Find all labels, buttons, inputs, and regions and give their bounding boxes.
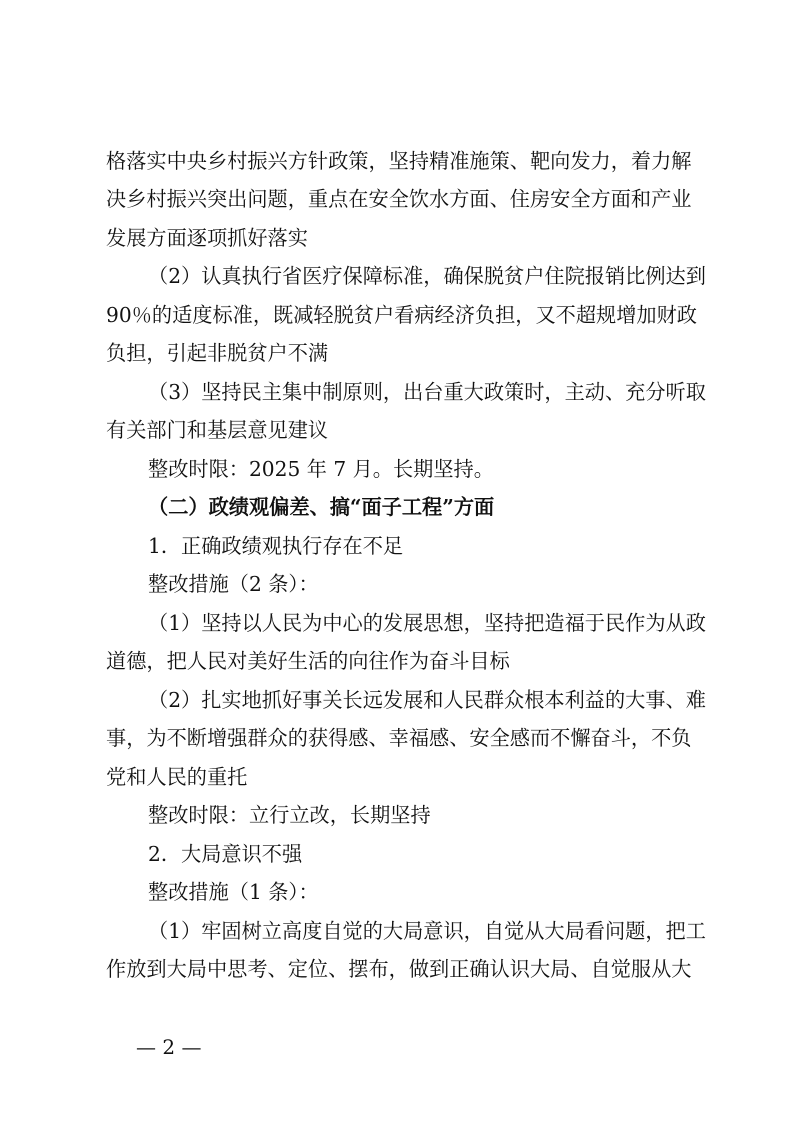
body-line: 决乡村振兴突出问题，重点在安全饮水方面、住房安全方面和产业: [106, 187, 692, 211]
page-number: — 2 —: [136, 1035, 202, 1059]
body-line: 负担，引起非脱贫户不满: [106, 341, 329, 365]
subsection-heading: 2．大局意识不强: [148, 842, 303, 866]
body-line: （3）坚持民主集中制原则，出台重大政策时，主动、充分听取: [148, 380, 706, 404]
body-line: 发展方面逐项抓好落实: [106, 226, 308, 250]
body-line: 道德，把人民对美好生活的向往作为奋斗目标: [106, 649, 510, 673]
deadline-line: 整改时限：立行立改，长期坚持: [148, 803, 431, 827]
subsection-heading: 1．正确政绩观执行存在不足: [148, 534, 404, 558]
body-line: 作放到大局中思考、定位、摆布，做到正确认识大局、自觉服从大: [106, 957, 692, 981]
body-line: 党和人民的重托: [106, 765, 248, 789]
body-line: （2）认真执行省医疗保障标准，确保脱贫户住院报销比例达到: [148, 264, 706, 288]
body-line: 事，为不断增强群众的获得感、幸福感、安全感而不懈奋斗，不负: [106, 726, 692, 750]
deadline-line: 整改时限：2025 年 7 月。长期坚持。: [148, 457, 494, 481]
body-line: （2）扎实地抓好事关长远发展和人民群众根本利益的大事、难: [148, 688, 706, 712]
measures-label: 整改措施（1 条）：: [148, 880, 319, 904]
body-line: 有关部门和基层意见建议: [106, 418, 329, 442]
body-line: 格落实中央乡村振兴方针政策，坚持精准施策、靶向发力，着力解: [106, 149, 692, 173]
section-heading: （二）政绩观偏差、搞“面子工程”方面: [148, 495, 495, 519]
body-line: （1）牢固树立高度自觉的大局意识，自觉从大局看问题，把工: [148, 919, 706, 943]
body-line: （1）坚持以人民为中心的发展思想，坚持把造福于民作为从政: [148, 611, 706, 635]
body-line: 90％的适度标准，既减轻脱贫户看病经济负担，又不超规增加财政: [106, 303, 697, 327]
measures-label: 整改措施（2 条）：: [148, 572, 319, 596]
